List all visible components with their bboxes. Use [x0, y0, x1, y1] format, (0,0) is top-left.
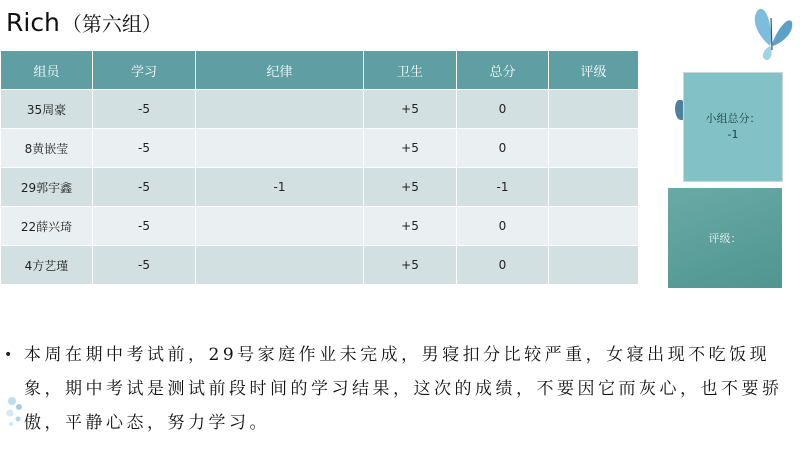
table-cell: -5: [93, 207, 196, 246]
table-header-row: [1, 51, 639, 90]
score-table: [0, 50, 639, 285]
table-cell: [549, 207, 639, 246]
notes-paragraph: [4, 338, 794, 440]
butterfly-icon: [748, 6, 794, 62]
table-cell: 0: [457, 207, 549, 246]
table-cell: 29郭宇鑫: [1, 168, 93, 207]
table-cell: -5: [93, 168, 196, 207]
table-row: [1, 90, 639, 129]
grade-label: 评级：: [708, 232, 742, 245]
header-cell: 卫生: [364, 51, 457, 90]
table-cell: [549, 246, 639, 285]
notes-text: 本周在期中考试前，29号家庭作业未完成，男寝扣分比较严重，女寝出现不吃饭现象，期中考试是测试前段时间的学习结果，这次的成绩，不要因它而灰心，也不要骄傲，平静心态，努力学习。: [24, 345, 783, 433]
table-cell: +5: [364, 246, 457, 285]
title-sub: （第六组）: [61, 12, 162, 36]
header-cell: 学习: [93, 51, 196, 90]
grade-card: [668, 188, 782, 288]
group-total-label: 小组总分：: [705, 112, 761, 125]
table-cell: [549, 129, 639, 168]
table-cell: -5: [93, 246, 196, 285]
table-cell: [196, 246, 364, 285]
group-total-value: -1: [727, 128, 739, 141]
bullet-icon: •: [4, 347, 13, 363]
table-cell: -1: [457, 168, 549, 207]
slide-title: [6, 8, 162, 44]
table-cell: +5: [364, 129, 457, 168]
header-cell: 总分: [457, 51, 549, 90]
table-cell: +5: [364, 168, 457, 207]
table-cell: +5: [364, 207, 457, 246]
title-main: Rich: [6, 8, 60, 37]
table-cell: -1: [196, 168, 364, 207]
table-cell: [196, 207, 364, 246]
header-cell: 纪律: [196, 51, 364, 90]
table-cell: [549, 168, 639, 207]
table-cell: [196, 129, 364, 168]
decorative-dots-icon: [4, 395, 28, 429]
group-total-card: [683, 72, 783, 182]
table-row: [1, 207, 639, 246]
table-cell: 8黄嵌莹: [1, 129, 93, 168]
table-row: [1, 168, 639, 207]
table-cell: 4方艺瑾: [1, 246, 93, 285]
table-row: [1, 129, 639, 168]
table-cell: 22薛兴琦: [1, 207, 93, 246]
header-cell: 组员: [1, 51, 93, 90]
table-cell: 0: [457, 90, 549, 129]
table-cell: 0: [457, 129, 549, 168]
table-cell: -5: [93, 90, 196, 129]
header-cell: 评级: [549, 51, 639, 90]
table-cell: [196, 90, 364, 129]
table-cell: -5: [93, 129, 196, 168]
table-cell: 0: [457, 246, 549, 285]
table-row: [1, 246, 639, 285]
table-cell: 35周豪: [1, 90, 93, 129]
table-cell: [549, 90, 639, 129]
table-cell: +5: [364, 90, 457, 129]
